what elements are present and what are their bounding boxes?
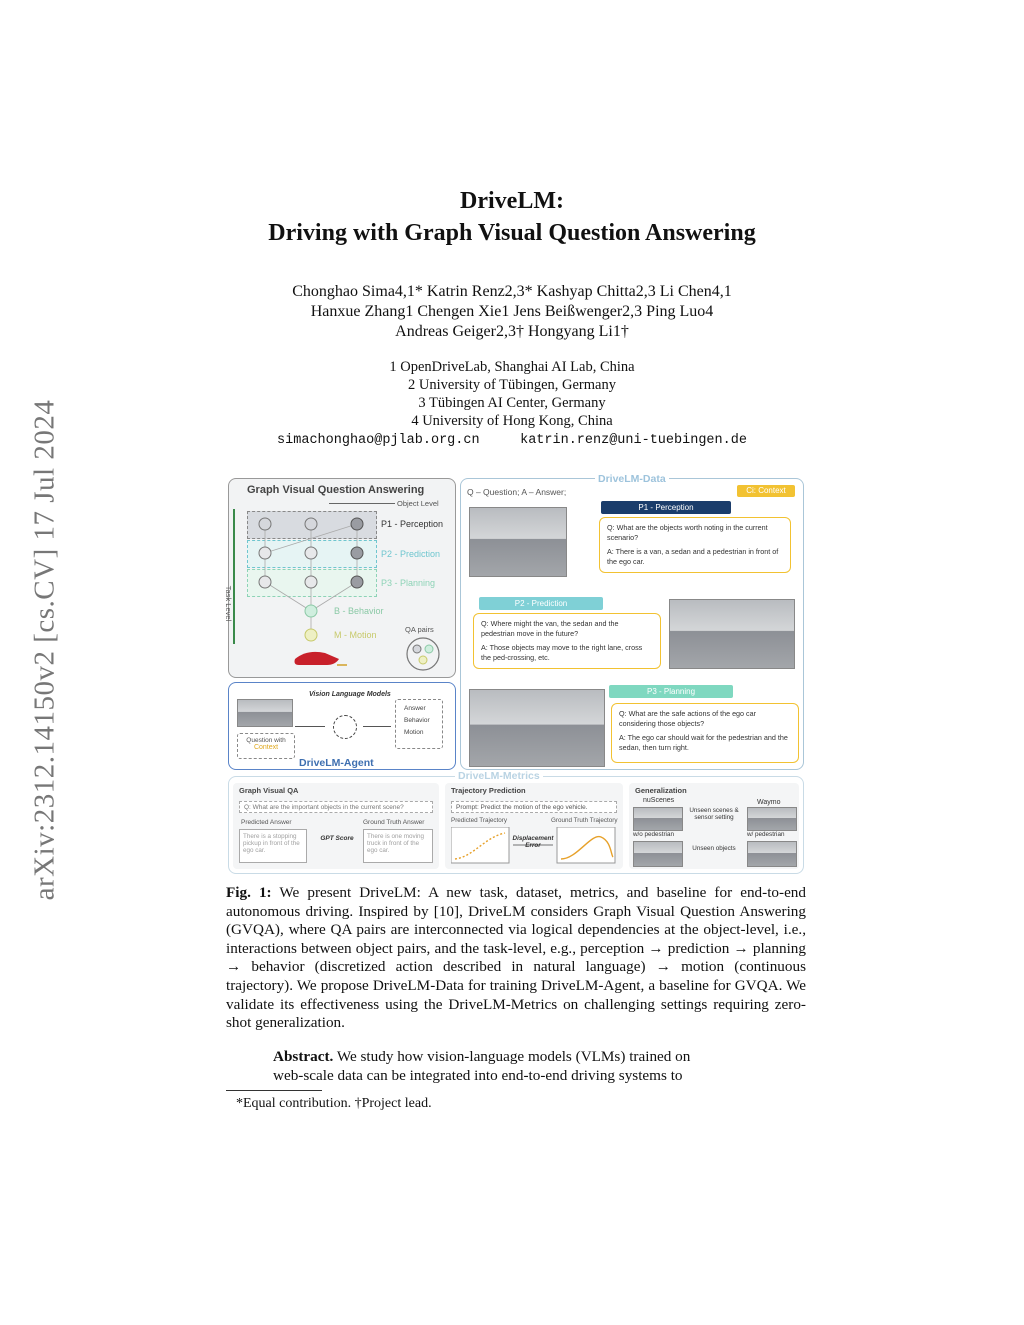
perception-question: Q: What are the objects worth noting in the current scenario?: [607, 523, 768, 542]
gpt-score-label: GPT Score: [320, 835, 354, 842]
metrics-title: DriveLM-Metrics: [455, 770, 543, 782]
gvqa-panel: [224, 478, 456, 678]
perception-image: [469, 507, 567, 577]
agent-outputs-box: [395, 699, 443, 749]
unseen-objects-image-1: [633, 841, 683, 867]
behavior-label: B - Behavior: [334, 606, 384, 616]
output-behavior: Behavior: [404, 717, 430, 724]
nuscenes-label: nuScenes: [643, 797, 675, 804]
waymo-image: [747, 807, 797, 831]
output-answer: Answer: [404, 705, 426, 712]
ci-context-tag: Ci: Context: [737, 485, 795, 497]
predicted-answer-label: Predicted Answer: [241, 819, 292, 826]
qa-pairs-label: QA pairs: [405, 625, 434, 634]
planning-answer: A: The ego car should wait for the pedestrian and the sedan, then turn right.: [619, 733, 788, 752]
abstract-label: Abstract.: [273, 1048, 334, 1065]
data-panel: [460, 473, 804, 770]
gt-trajectory-label: Ground Truth Trajectory: [551, 817, 618, 824]
vlm-label: Vision Language Models: [309, 691, 391, 698]
planning-question: Q: What are the safe actions of the ego car considering those objects?: [619, 709, 757, 728]
gvqa-metric-box: [233, 783, 439, 869]
perception-answer: A: There is a van, a sedan and a pedestrian in front of the ego car.: [607, 547, 779, 566]
gt-answer-text: There is one moving truck in front of the ego car.: [363, 829, 433, 863]
agent-panel: [228, 682, 456, 770]
planning-image: [469, 689, 605, 767]
vlm-input-arrow: [295, 726, 325, 727]
trajectory-prompt: Prompt: Predict the motion of the ego vehicle.: [451, 801, 617, 813]
w-pedestrian-label: w/ pedestrian: [747, 831, 785, 838]
perception-tag: P1 - Perception: [601, 501, 731, 514]
unseen-objects-image-2: [747, 841, 797, 867]
wo-pedestrian-label: w/o pedestrian: [633, 831, 674, 838]
gvqa-metric-title: Graph Visual QA: [239, 786, 299, 795]
predicted-trajectory-label: Predicted Trajectory: [451, 817, 507, 824]
generalization-title: Generalization: [635, 786, 687, 795]
gvqa-metric-question: Q: What are the important objects in the current scene?: [239, 801, 433, 813]
motion-label: M - Motion: [334, 630, 377, 640]
planning-tag: P3 - Planning: [609, 685, 733, 698]
caption-text: We present DriveLM: A new task, dataset, metrics, and baseline for end-to-end autonomous driving. Inspired by [10], DriveLM considers Graph Visual Question Answering (GVQA), where QA pairs are interconnected via logical dependencies at the object-level, i.e., interactions between object pairs, and the task-level, e.g., perception → prediction → planning → behavior (discretized action described in natural language) → motion (continuous trajectory). We propose DriveLM-Data for training DriveLM-Agent, a baseline for GVQA. We validate its effectiveness using the DriveLM-Metrics on challenging settings requiring zero-shot generalization.: [226, 884, 806, 1032]
context-label: Context: [253, 744, 279, 751]
unseen-objects-label: Unseen objects: [692, 845, 736, 852]
question-with-label: Question with: [246, 737, 286, 744]
paper-title-line-1: DriveLM:: [460, 188, 564, 214]
waymo-label: Waymo: [757, 799, 781, 806]
affiliation-4: 4 University of Hong Kong, China: [411, 413, 613, 429]
affiliation-2: 2 University of Tübingen, Germany: [408, 377, 616, 393]
paper-title-line-2: Driving with Graph Visual Question Answering: [268, 220, 756, 246]
vlm-brain-icon: [333, 715, 357, 739]
gvqa-title: Graph Visual Question Answering: [247, 484, 425, 496]
displacement-error-label: Displacement Error: [512, 835, 554, 849]
author-emails: simachonghao@pjlab.org.cn katrin.renz@uni-tuebingen.de: [277, 433, 747, 448]
task-level-label: Task Level: [224, 585, 234, 622]
agent-input-image: [237, 699, 293, 727]
p1-label: P1 - Perception: [381, 519, 444, 529]
vlm-output-arrow: [363, 726, 391, 727]
authors-line-3: Andreas Geiger2,3† Hongyang Li1†: [395, 323, 629, 340]
prediction-image: [669, 599, 795, 669]
output-motion: Motion: [404, 729, 424, 736]
predicted-answer-text: There is a stopping pickup in front of the ego car.: [239, 829, 307, 863]
trajectory-metric-box: [445, 783, 623, 869]
affiliation-1: 1 OpenDriveLab, Shanghai AI Lab, China: [389, 359, 635, 375]
object-level-label: Object Level: [397, 499, 439, 508]
question-with-context-box: [237, 733, 295, 759]
arxiv-id: arXiv:2312.14150v2 [cs.CV] 17 Jul 2024: [28, 399, 61, 901]
trajectory-metric-title: Trajectory Prediction: [451, 786, 526, 795]
footnote: *Equal contribution. †Project lead.: [236, 1096, 432, 1111]
abstract-line-2: web-scale data can be integrated into end-to-end driving systems to: [273, 1066, 683, 1084]
authors-line-1: Chonghao Sima4,1* Katrin Renz2,3* Kashyap Chitta2,3 Li Chen4,1: [292, 283, 732, 300]
data-title: DriveLM-Data: [595, 473, 669, 485]
unseen-scenes-label: Unseen scenes & sensor setting: [689, 807, 739, 821]
nuscenes-image: [633, 807, 683, 831]
prediction-tag: P2 - Prediction: [479, 597, 603, 610]
footnote-rule: [226, 1090, 322, 1091]
abstract: [273, 1048, 759, 1085]
abstract-line-1: We study how vision-language models (VLMs) trained on: [336, 1048, 691, 1065]
affiliation-3: 3 Tübingen AI Center, Germany: [418, 395, 606, 411]
figure-caption: [226, 884, 806, 1033]
p3-label: P3 - Planning: [381, 578, 436, 588]
caption-label: Fig. 1:: [226, 884, 272, 901]
p2-label: P2 - Prediction: [381, 549, 441, 559]
authors-line-2: Hanxue Zhang1 Chengen Xie1 Jens Beißwenger2,3 Ping Luo4: [310, 303, 714, 320]
generalization-box: [629, 783, 799, 869]
prediction-question: Q: Where might the van, the sedan and the pedestrian move in the future?: [481, 619, 619, 638]
gt-answer-label: Ground Truth Answer: [363, 819, 425, 826]
agent-title: DriveLM-Agent: [299, 757, 374, 769]
figure-1: [224, 473, 806, 876]
metrics-panel: [228, 770, 804, 874]
prediction-answer: A: Those objects may move to the right lane, cross the ped-crossing, etc.: [481, 643, 643, 662]
qa-legend: Q – Question; A – Answer;: [467, 487, 567, 497]
